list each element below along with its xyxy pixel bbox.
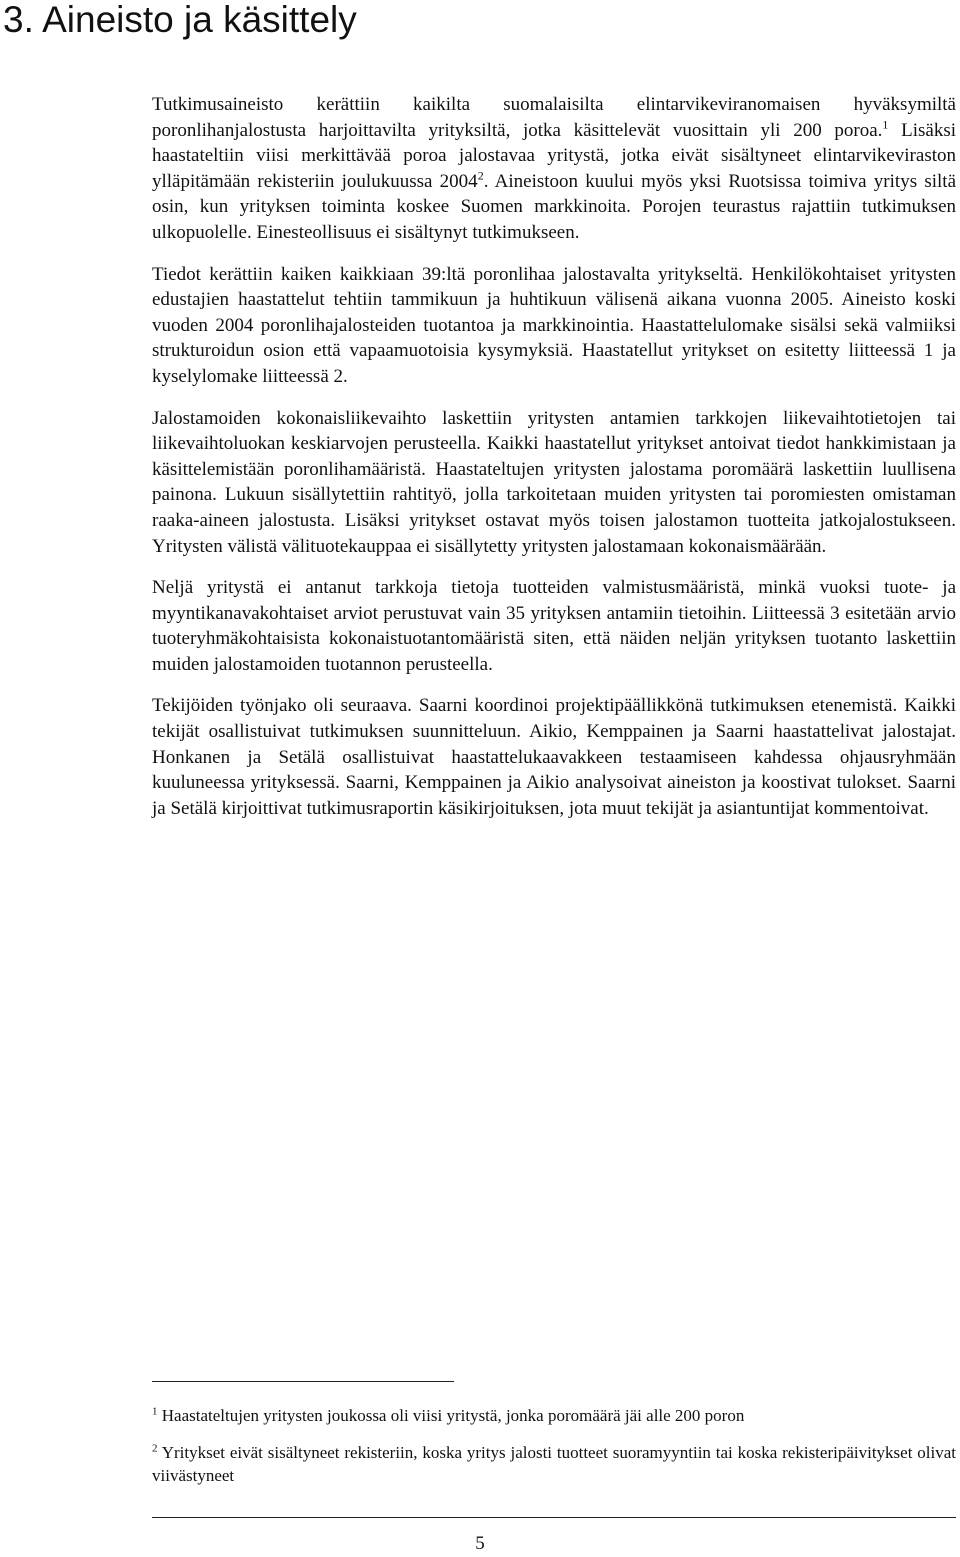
paragraph-1 [152,92,956,246]
paragraph-1-part-a: Tutkimusaineisto kerättiin kaikilta suomalaisilta elintarvikeviranomaisen hyväksymiltä poronlihanjalostusta harjoittavilta yrityksiltä, jotka käsittelevät vuosittain yli 200 poroa. [152,94,956,141]
paragraph-3: Jalostamoiden kokonaisliikevaihto laskettiin yritysten antamien tarkkojen liikevaihtotietojen tai liikevaihtoluokan keskiarvojen perusteella. Kaikki haastatellut yritykset antoivat tiedot hankkimistaan ja käsittelemistään poronlihamääristä. Haastateltujen yritysten jalostama poromäärä laskettiin luullisena painona. Lukuun sisällytettiin rahtityö, jolla tarkoitetaan muiden yritysten tai poromiesten omistaman raaka-aineen jalostusta. Lisäksi yritykset ostavat myös toisen jalostamon tuotteita jatkojalostukseen. Yritysten välistä välituotekauppaa ei sisällytetty yritysten jalostamaan kokonaismäärään. [152,407,956,557]
footnote-1-number: 1 [152,1405,158,1418]
footnote-1 [152,1404,956,1427]
footnote-1-text: Haastateltujen yritysten joukossa oli viisi yritystä, jonka poromäärä jäi alle 200 poron [161,1406,745,1425]
paragraph-1-part-c: . Aineistoon kuului myös yksi Ruotsissa toimiva yritys siltä osin, kun yrityksen toiminta koskee Suomen markkinoita. Porojen teurastus rajattiin tutkimuksen ulkopuolelle. Einesteollisuus ei sisältynyt tutkimukseen. [152,170,957,243]
page-footer-divider [152,1517,956,1518]
page-number: 5 [475,1533,485,1554]
paragraph-4: Neljä yritystä ei antanut tarkkoja tietoja tuotteiden valmistusmääristä, minkä vuoksi tuote- ja myyntikanavakohtaiset arviot perustuvat vain 35 yrityksen antamiin tietoihin. Liitteessä 3 esitetään arvio tuoteryhmäkohtaisista kokonaistuotantomääristä siten, että näiden neljän yrityksen tuotanto laskettiin muiden jalostamoiden tuotannon perusteella. [152,577,956,675]
section-heading: 3. Aineisto ja käsittely [3,0,357,40]
paragraph-1-part-b: Lisäksi haastateltiin viisi merkittävää poroa jalostavaa yritystä, jotka eivät sisältyneet elintarvikeviraston ylläpitämään rekisteriin joulukuussa 2004 [152,119,956,192]
footnote-ref-1: 1 [882,117,889,132]
footnote-2-text: Yritykset eivät sisältyneet rekisteriin, koska yritys jalosti tuotteet suoramyyntiin tai koska rekisteripäivitykset olivat viivästyneet [152,1443,956,1485]
footnotes [152,1404,956,1501]
footnote-divider [152,1381,454,1382]
footnote-2 [152,1441,956,1487]
paragraph-5: Tekijöiden työnjako oli seuraava. Saarni koordinoi projektipäällikkönä tutkimuksen etenemistä. Kaikki tekijät osallistuivat tutkimuksen suunnitteluun. Aikio, Kemppainen ja Saarni haastattelivat jalostajat. Honkanen ja Setälä osallistuivat haastattelukaavakkeen testaamiseen kahdessa ohjausryhmään kuuluneessa yrityksessä. Saarni, Kemppainen ja Aikio analysoivat aineiston ja koostivat tulokset. Saarni ja Setälä kirjoittivat tutkimusraportin käsikirjoituksen, jota muut tekijät ja asiantuntijat kommentoivat. [152,695,956,819]
footnote-ref-2: 2 [477,168,484,183]
footnote-2-number: 2 [152,1442,158,1455]
paragraph-2: Tiedot kerättiin kaiken kaikkiaan 39:ltä poronlihaa jalostavalta yritykseltä. Henkilökohtaiset yritysten edustajien haastattelut tehtiin tammikuun ja huhtikuun välisenä aikana vuonna 2005. Aineisto koski vuoden 2004 poronlihajalosteiden tuotantoa ja markkinointia. Haastattelulomake sisälsi sekä valmiiksi strukturoidun osion että vapaamuotoisia kysymyksiä. Haastatellut yritykset on esitetty liitteessä 1 ja kyselylomake liitteessä 2. [152,263,956,387]
body-text [152,92,956,837]
